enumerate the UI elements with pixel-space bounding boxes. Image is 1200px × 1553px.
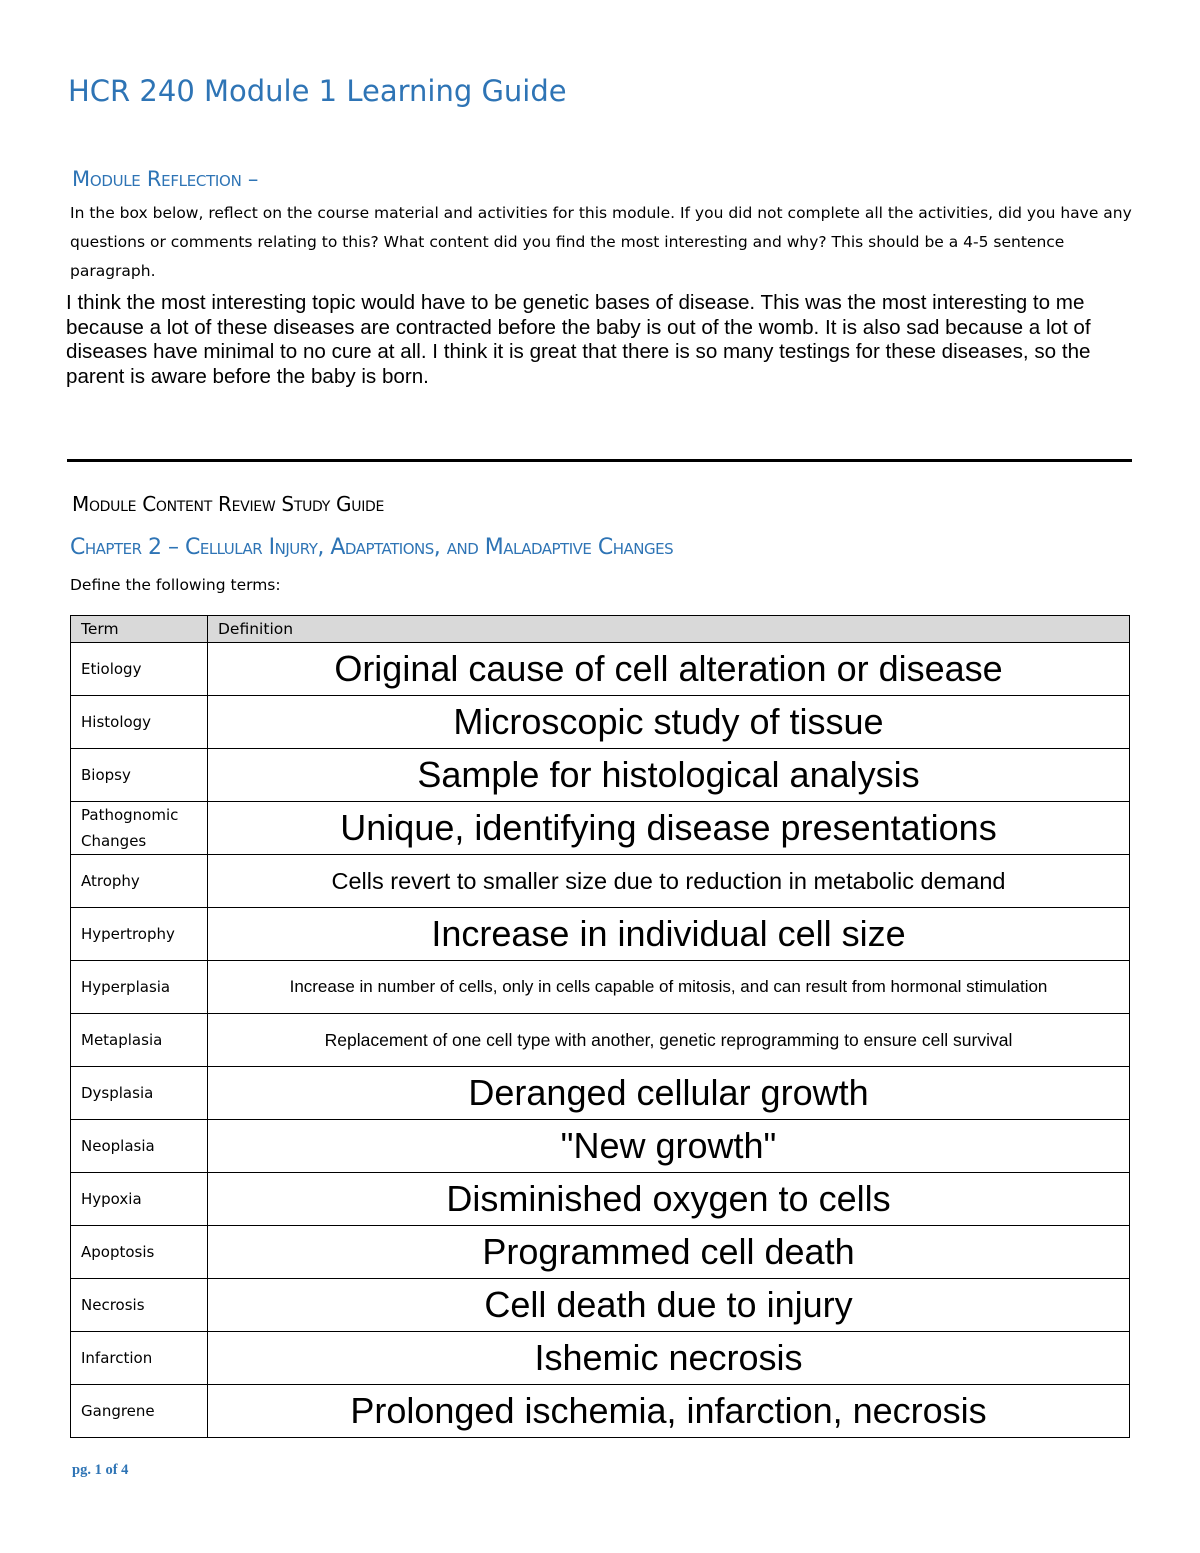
table-row: [71, 749, 1130, 802]
term-cell: Infarction: [71, 1332, 208, 1385]
term-cell: Etiology: [71, 643, 208, 696]
table-row: [71, 1226, 1130, 1279]
definition-cell: Unique, identifying disease presentations: [208, 802, 1130, 855]
term-cell: Gangrene: [71, 1385, 208, 1438]
term-cell: Hypoxia: [71, 1173, 208, 1226]
term-cell: Pathognomic Changes: [71, 802, 208, 855]
terms-table: [70, 615, 1130, 1438]
term-cell: Histology: [71, 696, 208, 749]
term-cell: Hyperplasia: [71, 961, 208, 1014]
definition-cell: Sample for histological analysis: [208, 749, 1130, 802]
table-row: [71, 643, 1130, 696]
definition-cell: Cell death due to injury: [208, 1279, 1130, 1332]
table-row: [71, 696, 1130, 749]
table-row: [71, 1120, 1130, 1173]
definition-cell: Programmed cell death: [208, 1226, 1130, 1279]
definition-cell: Ishemic necrosis: [208, 1332, 1130, 1385]
table-row: [71, 1279, 1130, 1332]
definition-cell: Original cause of cell alteration or disease: [208, 643, 1130, 696]
definition-cell: "New growth": [208, 1120, 1130, 1173]
term-cell: Apoptosis: [71, 1226, 208, 1279]
table-row: [71, 802, 1130, 855]
reflection-heading: Module Reflection –: [72, 167, 259, 191]
term-cell: Dysplasia: [71, 1067, 208, 1120]
review-heading: Module Content Review Study Guide: [72, 492, 385, 516]
term-cell: Neoplasia: [71, 1120, 208, 1173]
table-row: [71, 1385, 1130, 1438]
define-instruction: Define the following terms:: [70, 576, 281, 594]
term-column-header: Term: [71, 616, 208, 643]
reflection-answer: I think the most interesting topic would have to be genetic bases of disease. This was the most interesting to me because a lot of these diseases are contracted before the baby is out of the womb. It is also sad because a lot of diseases have minimal to no cure at all. I think it is great that there is so many testings for these diseases, so the parent is aware before the baby is born.: [66, 291, 1091, 388]
table-row: [71, 961, 1130, 1014]
section-divider: [67, 459, 1132, 462]
chapter-heading: Chapter 2 – Cellular Injury, Adaptations, and Maladaptive Changes: [70, 535, 674, 560]
term-cell: Metaplasia: [71, 1014, 208, 1067]
definition-cell: Increase in number of cells, only in cells capable of mitosis, and can result from hormonal stimulation: [208, 961, 1130, 1014]
table-row: [71, 1173, 1130, 1226]
table-row: [71, 1014, 1130, 1067]
table-row: [71, 1067, 1130, 1120]
definition-column-header: Definition: [208, 616, 1130, 643]
definition-cell: Replacement of one cell type with another, genetic reprogramming to ensure cell survival: [208, 1014, 1130, 1067]
table-row: [71, 855, 1130, 908]
definition-cell: Prolonged ischemia, infarction, necrosis: [208, 1385, 1130, 1438]
term-cell: Necrosis: [71, 1279, 208, 1332]
definition-cell: Deranged cellular growth: [208, 1067, 1130, 1120]
table-row: [71, 908, 1130, 961]
definition-cell: Increase in individual cell size: [208, 908, 1130, 961]
term-cell: Hypertrophy: [71, 908, 208, 961]
term-cell: Atrophy: [71, 855, 208, 908]
page-number: pg. 1 of 4: [72, 1462, 129, 1478]
page-title: HCR 240 Module 1 Learning Guide: [68, 74, 567, 108]
reflection-prompt: In the box below, reflect on the course material and activities for this module. If you did not complete all the activities, did you have any questions or comments relating to this? What content did you find the most interesting and why? This should be a 4-5 sentence paragraph.: [70, 204, 1132, 280]
definition-cell: Microscopic study of tissue: [208, 696, 1130, 749]
term-cell: Biopsy: [71, 749, 208, 802]
definition-cell: Disminished oxygen to cells: [208, 1173, 1130, 1226]
table-row: [71, 1332, 1130, 1385]
definition-cell: Cells revert to smaller size due to reduction in metabolic demand: [208, 855, 1130, 908]
